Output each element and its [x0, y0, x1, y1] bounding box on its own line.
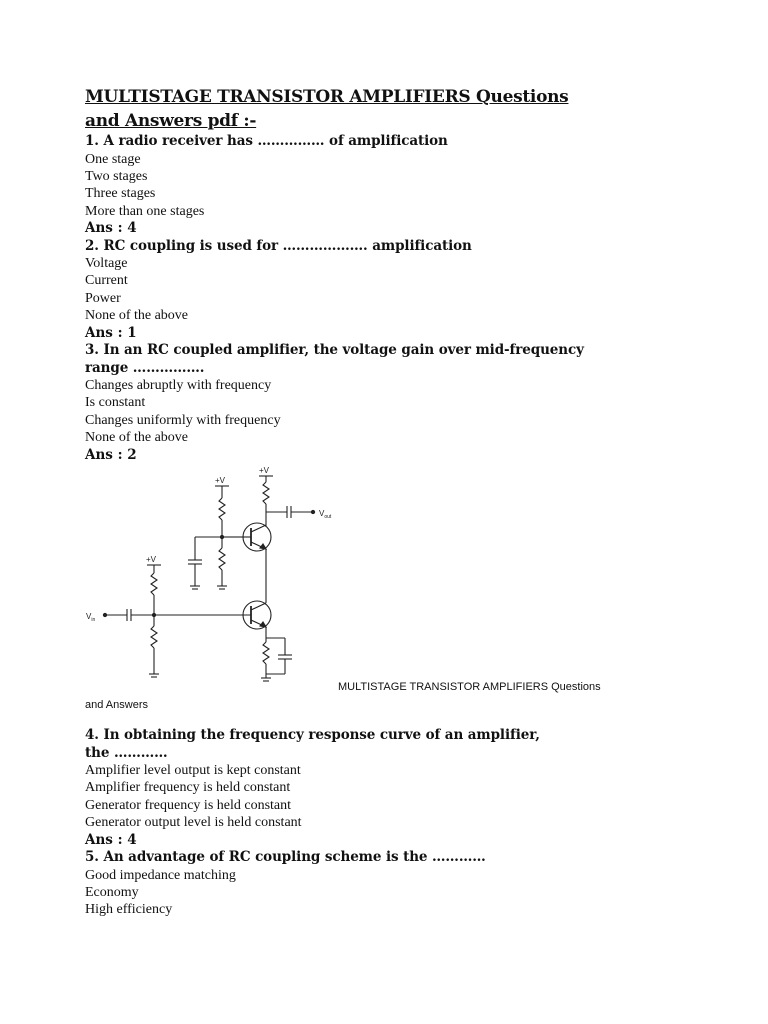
vin-label-sub: in: [91, 617, 96, 623]
option: None of the above: [85, 430, 189, 446]
option: Power: [85, 290, 121, 306]
question-text-line2: range …………….: [85, 359, 205, 376]
option: Two stages: [85, 168, 148, 184]
emitter-arrow: [260, 622, 266, 627]
option: One stage: [85, 151, 141, 167]
page-title-line2: and Answers pdf :-: [85, 111, 257, 131]
input-bias-resistor-bottom: [151, 626, 157, 648]
answer: Ans : 4: [85, 220, 137, 237]
figure-caption-line2: and Answers: [85, 699, 148, 711]
document-body-continued: [85, 727, 685, 919]
vout-label: [319, 509, 332, 520]
option: More than one stages: [85, 203, 205, 219]
vout-label-main: V: [319, 509, 325, 518]
option: Voltage: [85, 256, 128, 272]
question-1: [85, 133, 685, 238]
figure-caption-line1: MULTISTAGE TRANSISTOR AMPLIFIERS Questions: [338, 681, 601, 693]
transistor-collector: [251, 525, 266, 532]
option: Changes uniformly with frequency: [85, 412, 281, 428]
answer: Ans : 4: [85, 831, 137, 848]
option: Changes abruptly with frequency: [85, 378, 272, 394]
collector-resistor: [263, 482, 269, 504]
emitter-resistor: [263, 642, 269, 664]
option: Amplifier frequency is held constant: [85, 780, 291, 796]
option: Good impedance matching: [85, 867, 236, 883]
vin-label-main: V: [86, 612, 92, 621]
vout-label-sub: out: [324, 514, 332, 520]
option: Generator frequency is held constant: [85, 797, 292, 813]
option: Three stages: [85, 186, 156, 202]
question-5: [85, 849, 685, 919]
option: Economy: [85, 884, 139, 900]
question-text: 2. RC coupling is used for ………………. amplification: [85, 237, 472, 254]
question-2: [85, 238, 685, 343]
vplus-top-label: +V: [259, 466, 270, 475]
circuit-figure: [85, 462, 685, 694]
vplus-left-label: +V: [146, 555, 157, 564]
input-bias-resistor-top: [151, 573, 157, 595]
answer: Ans : 1: [85, 324, 137, 341]
document-body: [85, 84, 685, 464]
option: Amplifier level output is kept constant: [85, 763, 301, 778]
option: Generator output level is held constant: [85, 815, 302, 831]
bias-resistor-bottom: [219, 548, 225, 570]
question-3: [85, 342, 685, 464]
page-title-line1: MULTISTAGE TRANSISTOR AMPLIFIERS Questions: [85, 87, 569, 107]
option: High efficiency: [85, 902, 173, 918]
vplus-mid-label: +V: [215, 476, 226, 485]
transistor-collector: [251, 603, 266, 610]
question-text: 1. A radio receiver has …………… of amplification: [85, 133, 448, 149]
question-text-line1: 4. In obtaining the frequency response curve of an amplifier,: [85, 727, 540, 743]
question-text: 5. An advantage of RC coupling scheme is the …………: [85, 849, 486, 866]
amplifier-circuit-diagram: [85, 462, 345, 694]
option: Current: [85, 273, 128, 289]
vin-label: [86, 612, 95, 623]
option: None of the above: [85, 308, 189, 324]
option: Is constant: [85, 395, 146, 411]
question-text-line2: the …………: [85, 744, 168, 761]
question-text-line1: 3. In an RC coupled amplifier, the voltage gain over mid-frequency: [85, 342, 584, 359]
output-terminal: [311, 510, 314, 513]
bias-resistor-top: [219, 498, 225, 520]
question-4: [85, 727, 685, 849]
emitter-arrow: [260, 544, 266, 549]
answer: Ans : 2: [85, 446, 137, 463]
